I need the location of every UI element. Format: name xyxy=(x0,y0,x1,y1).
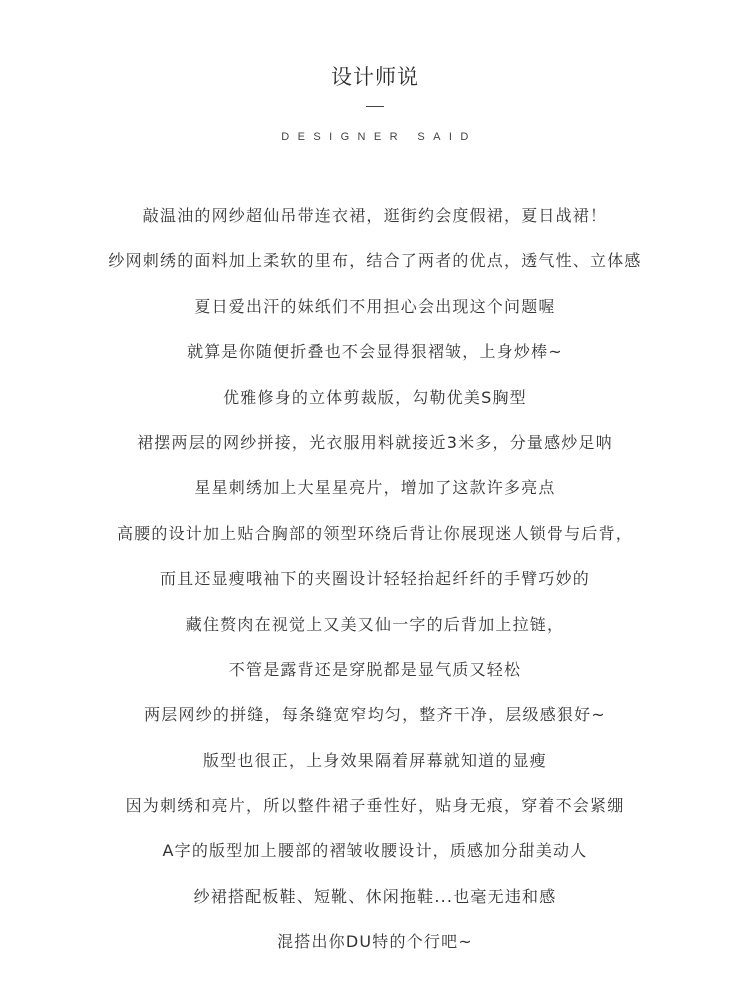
description-line: 敲温油的网纱超仙吊带连衣裙，逛街约会度假裙，夏日战裙！ xyxy=(142,206,608,225)
description-line: 不管是露背还是穿脱都是显气质又轻松 xyxy=(228,659,522,679)
page-subtitle: DESIGNER SAID xyxy=(281,131,477,143)
description-line: 裙摆两层的网纱拼接，光衣服用料就接近3米多，分量感炒足呐 xyxy=(137,432,613,452)
description-line: 而且还显瘦哦袖下的夹圈设计轻轻抬起纤纤的手臂巧妙的 xyxy=(159,569,590,589)
description-line: 就算是你随便折叠也不会显得狠褶皱，上身炒棒~ xyxy=(187,342,563,362)
description-line: 优雅修身的立体剪裁版，勾勒优美S胸型 xyxy=(223,387,527,407)
description-line: A字的版型加上腰部的褶皱收腰设计，质感加分甜美动人 xyxy=(162,841,588,861)
description-line: 混搭出你DU特的个行吧~ xyxy=(277,932,473,952)
description-line: 版型也很正，上身效果隔着屏幕就知道的显瘦 xyxy=(202,750,547,770)
title-divider xyxy=(366,106,384,107)
description-line: 夏日爱出汗的妹纸们不用担心会出现这个问题喔 xyxy=(194,296,556,316)
page-title: 设计师说 xyxy=(331,65,419,89)
description-list xyxy=(0,201,750,973)
description-line: 因为刺绣和亮片，所以整件裙子垂性好，贴身无痕，穿着不会紧绷 xyxy=(125,796,625,816)
description-line: 藏住赘肉在视觉上又美又仙一字的后背加上拉链， xyxy=(185,614,565,634)
description-line: 纱裙搭配板鞋、短靴、休闲拖鞋...也毫无违和感 xyxy=(193,886,557,906)
description-line: 两层网纱的拼缝，每条缝宽窄均匀，整齐干净，层级感狠好~ xyxy=(144,705,606,725)
description-line: 高腰的设计加上贴合胸部的领型环绕后背让你展现迷人锁骨与后背， xyxy=(116,523,633,543)
description-line: 星星刺绣加上大星星亮片，增加了这款许多亮点 xyxy=(194,478,556,498)
description-line: 纱网刺绣的面料加上柔软的里布，结合了两者的优点，透气性、立体感 xyxy=(108,251,642,271)
